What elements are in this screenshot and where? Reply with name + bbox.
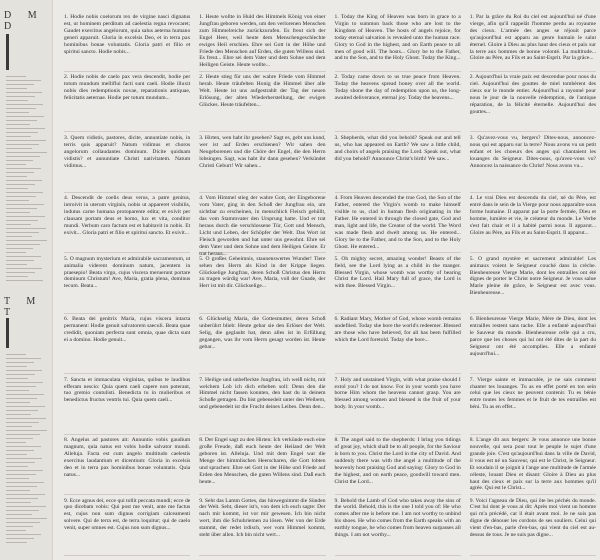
margin-line <box>6 390 29 391</box>
verse-cell-german: 1. Heute wollte in Huld des Himmels König von einer Jungfrau geboren werden, um den verlorenen Menschen zum Himmelreiche zurückzurufen. Es freut sich der Engel Heer, weil heute dem Menschengeschlechte ewiges Heil erschien. Ehre sei Gott in der Höhe und Friede den Menschen auf Erden, die guten Willens sind. Es freut... Ehre sei dem Vater und dem Sohne und dem Heiligen Geiste. Heute wollte... <box>199 12 325 72</box>
verse-cell-german: 2. Heute stieg für uns der wahre Friede vom Himmel herab. Heute träufelten Honig die Himmel über alle Welt. Heute ist uns aufgestrahlt der Tag der neuen Erlösung, der alten Wiederherstellung, der ewigen Glückes. Heute träufelten... <box>199 72 325 132</box>
margin-line <box>6 506 46 507</box>
margin-line <box>6 494 45 495</box>
margin-line <box>6 482 44 483</box>
margin-line <box>6 358 41 359</box>
verse-cell-english: 2. Today came down to us true peace from Heaven. Today the heavens spread honey over all the world. Today shone the day of redemption upon us, the long-awaited deliverance, eternal joy. Today the heavens... <box>335 72 461 132</box>
margin-line <box>6 522 40 523</box>
margin-line <box>6 394 44 395</box>
margin-line <box>6 470 43 471</box>
margin-line <box>6 530 26 531</box>
margin-line <box>6 474 36 475</box>
verse-cell-german: 8. Der Engel sagt zu den Hirten: Ich verkünde euch eine große Freude, daß euch heute der Heiland der Welt geboren ist. Alleluja. Und mit dem Engel war die Menge der himmlischen Heerscharen, die Gott lobten und sprachen: Ehre sei Gott in der Höhe und Friede auf Erden den Menschen, die guten Willens sind. Daß euch heute... <box>199 435 325 495</box>
margin-line <box>6 208 37 209</box>
margin-line <box>6 414 31 415</box>
verse-cell-german: 6. Glückselig Maria, die Gottesmutter, deren Schoß unberührt blieb: Heute gebar sie den Erlöser der Welt. Selig, die geglaubt hat, denn alles ist in Erfüllung gegangen, was ihr vom Herrn gesagt worden ist. Heute gebar... <box>199 314 325 374</box>
verse-cell-french: 3. Qu'avez-vous vu, bergers? Dites-nous, annoncez-nous qui est apparu sur la terre? Nous avons vu un petit enfant et les choeurs des anges qui chantaient les louanges du Seigneur. Dites-nous, qu'avez-vous vu? Annoncez la naissance du Christ! Nous avons vu... <box>470 133 596 193</box>
margin-line <box>6 168 41 169</box>
margin-line <box>6 136 31 137</box>
margin-line <box>6 92 42 93</box>
margin-line <box>6 256 41 257</box>
left-margin-strip <box>0 0 53 560</box>
verse-cell-english: 6. Radiant Mary, Mother of God, whose womb remains undefiled. Today she bore the world's redeemer. Blessed are those who have believed, for all has been fulfilled which the Lord foretold. Today she bore... <box>335 314 461 374</box>
verse-cell-latin: 9. Ecce agnus dei, ecce qui tollit peccata mundi; ecce de quo dicebam vobis: Qui post me venit, ante me factus est, cujus non sum dignus corrigiam calceamenti solvere. Qui de terra est, de terra loquitur; qui de caelo venit, super omnes est. Cujus non sum dignus... <box>64 496 190 556</box>
margin-line <box>6 228 46 229</box>
margin-line <box>6 212 30 213</box>
margin-line <box>6 272 35 273</box>
margin-line <box>6 382 43 383</box>
margin-line <box>6 378 28 379</box>
margin-text-lines <box>6 76 46 284</box>
verse-cell-german: 7. Heilige und unbefleckte Jungfrau, ich weiß nicht, mit welchem Lob ich dich erheben soll: Denn den die Himmel nicht fassen konnten, den hast du in deinem Schoße getragen. Du bist gebenedeit unter den Weibern, und gebenedeit ist die Frucht deines Leibes. Denn den... <box>199 375 325 435</box>
margin-bar-bottom <box>6 318 9 348</box>
verse-cell-latin: 6. Beata dei genitrix Maria, cujus viscera intacta permanent: Hodie genuit salvatorem saeculi. Beata quae credidit, quoniam perfecta sunt omnia, quae dicta sunt ei a domino. Hodie genuit... <box>64 314 190 374</box>
margin-line <box>6 248 33 249</box>
verse-cell-latin: 8. Angelus ad pastores ait: Annuntio vobis gaudium magnum, quia natus est vobis hodie salvator mundi. Alleluja. Facta est cum angelo multitudo caelestis exercitus laudantium et dicentium: Gloria in excelsis deo et in terra pax hominibus bonae voluntatis. Quia natus... <box>64 435 190 495</box>
margin-line <box>6 176 27 177</box>
margin-line <box>6 200 29 201</box>
margin-line <box>6 498 38 499</box>
verse-cell-english: 5. Oh mighty secret, amazing wonder! Beasts of the field, see the Lord lying as a child in the manger. Blessed Virgin, whose womb was worthy of bearing Christ the Lord. Hail Mary full of grace, the Lord is with thee. Blessed Virgin... <box>335 254 461 314</box>
margin-line <box>6 398 37 399</box>
margin-line <box>6 454 27 455</box>
margin-line <box>6 510 39 511</box>
verse-cell-french: 9. Voici l'agneau de Dieu, qui ôte les péchés du monde. C'est lui dont je vous ai dit: Après moi vient un homme qui m'a précédé, car il était avant moi. Je ne suis pas digne de dénouer les cordons de ses souliers. Celui qui vient d'en-bas, parle d'en-bas, qui vient du ciel est au-dessus de tous. Je ne suis pas digne... <box>470 496 596 556</box>
margin-line <box>6 438 33 439</box>
verse-cell-french: 5. O grand mystère et sacrement admirable! Les animaux voient le Seigneur couché dans la crèche. Bienheureuse Vierge Marie, dont les entrailles ont été dignes de porter le Christ notre Seigneur. Je vous salue Marie pleine de grâce, le Seigneur est avec vous. Bienheureuse... <box>470 254 596 314</box>
margin-line <box>6 264 27 265</box>
margin-line <box>6 366 27 367</box>
verse-cell-latin: 4. Descendit de coelis deus verus, a patre genitus, introivit in uterum virginis, nobis ut appareret visibilis, indutus carne humana protoparente edita; et exivit per clausam portam deus et homo, lux et vita, conditor mundi. Verbum caro factum est et habitavit in nobis. Et exivit... Gloria patri et filio et spiritui sancto. Et exivit... <box>64 193 190 253</box>
margin-line <box>6 120 37 121</box>
margin-line <box>6 244 40 245</box>
margin-line <box>6 538 34 539</box>
margin-line <box>6 418 46 419</box>
margin-line <box>6 84 34 85</box>
verse-cell-latin: 1. Hodie nobis coelorum rex de virgine nasci dignatus est, ut hominem perditum ad caelestia regna revocaret; Gaudet exercitus angelorum, quia salus aeterna humano generi apparuit. Gloria in excelsis Deo, et in terra pax hominibus bonae voluntatis. Gloria patri et filio et spiritui sancto. Hodie nobis... <box>64 12 190 72</box>
margin-line <box>6 140 46 141</box>
verse-cell-french: 1. Par la grâce du Roi du ciel est aujourd'hui né d'une vierge, afin qu'il rappelât l'homme perdu au royaume des cieux. L'armée des anges se réjouit parce qu'aujourd'hui est apparu au genre humain le salut éternel. Gloire à Dieu au plus haut des cieux et paix sur la terre aux hommes de bonne volonté. La multitude... Gloire au Père, au Fils et au Saint-Esprit. Par la grâce... <box>470 12 596 72</box>
margin-line <box>6 486 37 487</box>
margin-line <box>6 184 35 185</box>
margin-line <box>6 88 27 89</box>
margin-line <box>6 224 31 225</box>
margin-line <box>6 112 29 113</box>
margin-line <box>6 466 28 467</box>
margin-line <box>6 362 34 363</box>
margin-line <box>6 220 38 221</box>
margin-line <box>6 196 36 197</box>
margin-line <box>6 240 47 241</box>
margin-line <box>6 406 45 407</box>
margin-bar-top <box>6 34 9 70</box>
margin-line <box>6 462 35 463</box>
margin-line <box>6 276 28 277</box>
verse-cell-latin: 3. Quem vidistis, pastores, dicite, annuntiate nobis, in terris quis apparuit? Natum vidimus et choros angelorum collaudantes dominum. Dicite quidnam vidistis? et annuntiate Christi nativitatem. Natum vidimus... <box>64 133 190 193</box>
verse-cell-german: 3. Hirten, wen habt ihr gesehen? Sagt es, gebt uns kund, wer ist auf Erden erschienen? Wir sahen den Neugeborenen und die Chöre der Engel, die den Herrn lobsingen. Sagt, was habt ihr dann gesehen? Verkündet Christi Geburt! Wir sahen... <box>199 133 325 193</box>
margin-line <box>6 180 42 181</box>
margin-line <box>6 232 39 233</box>
margin-line <box>6 402 30 403</box>
verse-cell-french: 6. Bienheureuse Vierge Marie, Mère de Dieu, dont les entrailles restent sans tache. Elle a enfanté aujourd'hui le Sauveur du monde. Bienheureuse celle qui a cru, parce que les choses qui lui ont été dites de la part du Seigneur ont été accomplies. Elle a enfanté aujourd'hui... <box>470 314 596 374</box>
verse-cell-english: 9. Behold the Lamb of God who takes away the sins of the world. Behold, this is the one I told you of: He who comes after me is before me. I am not worthy to unbind his shoes. He who comes from the Earth speaks with an earthly tongue, he who comes from heaven surpasses all things. I am not worthy... <box>335 496 461 556</box>
verse-cell-latin: 2. Hodie nobis de caelo pax vera descendit, hodie per totum mundum melliflui facti sunt caeli. Hodie illuxit nobis dies redemptionis novae, reparationis antiquae, felicitatis aeternae. Hodie per totum mundum... <box>64 72 190 132</box>
margin-line <box>6 192 43 193</box>
margin-line <box>6 216 45 217</box>
margin-line <box>6 514 32 515</box>
verse-cell-french: 2. Aujourd'hui la vraie paix est descendue pour nous du ciel. Aujourd'hui des gouttes de miel tombèrent des cieux sur le monde entier. Aujourd'hui a rayonné pour nous le jour de la nouvelle rédemption, de l'antique réparation, de la félicité éternelle. Aujourd'hui des gouttes... <box>470 72 596 132</box>
margin-line <box>6 526 33 527</box>
margin-line <box>6 534 41 535</box>
margin-line <box>6 172 34 173</box>
margin-line <box>6 386 36 387</box>
verse-cell-german: 5. O großes Geheimnis, staunenswertes Wunder! Tiere sehen den Herrn als Kind in der Krippe liegen. Glückselige Jungfrau, deren Schoß Christus den Herrn zu tragen würdig war! Ave, Maria, voll der Gnade, der Herr ist mit dir. Glückselige... <box>199 254 325 314</box>
margin-line <box>6 104 43 105</box>
margin-line <box>6 422 39 423</box>
margin-line <box>6 164 26 165</box>
margin-line <box>6 148 32 149</box>
margin-line <box>6 268 42 269</box>
margin-line <box>6 96 35 97</box>
margin-line <box>6 144 39 145</box>
verse-cell-french: 4. Le vrai Dieu est descendu du ciel, né du Père, est entré dans le sein de la Vierge pour nous apparaître sous forme humaine. Il apparut par la porte fermée, Dieu et homme, lumière et vie, le créateur du monde. Le Verbe s'est fait chair et il a habité parmi nous. Il apparut... Gloire au Père, au Fils et au Saint-Esprit. Il apparut... <box>470 193 596 253</box>
margin-line <box>6 446 41 447</box>
verse-cell-latin: 5. O magnum mysterium et admirabile sacramentum, ut animalia viderent dominum natum, jacentem in praesepio! Beata virgo, cujus viscera meruerunt portare dominum Christum! Ave, Maria, gratia plena, dominus tecum. Beata... <box>64 254 190 314</box>
margin-line <box>6 430 47 431</box>
verse-cell-english: 7. Holy and unstained Virgin, with what praise should I extol you? I do not know. For in your womb you have borne Him whom the heavens cannot grasp. You are blessed among women and blessed is the fruit of your body. In your womb... <box>335 375 461 435</box>
margin-line <box>6 426 32 427</box>
translation-grid <box>64 12 596 556</box>
margin-line <box>6 152 47 153</box>
verse-cell-english: 8. The angel said to the shepherds: I bring you tidings of great joy, which shall be to all people, for the Saviour is born to you. Christ the Lord in the city of David. And suddenly there was with the angel a multitude of the heavenly host praising God and saying: Glory to God in the highest, and on earth peace, goodwill toward men. Christ the Lord... <box>335 435 461 495</box>
margin-line <box>6 80 41 81</box>
margin-line <box>6 542 27 543</box>
margin-line <box>6 76 26 77</box>
margin-line <box>6 204 44 205</box>
verse-cell-english: 3. Shepherds, what did you behold? Speak out and tell us, who has appeared on Earth? We saw a little child, and choirs of angels praising the Lord. Speak out, what did you behold? Announce Christ's birth! We saw... <box>335 133 461 193</box>
verse-cell-english: 4. From Heaven descended the true God, the Son of the Father, entered the Virgin's womb to make himself visible to us, clad in human flesh originating in the Father. He entered in through the closed gate, God and man, light and life, the Creator of the world. The Word was made flesh and dwelt among us. He entered... Glory be to the Father, and to the Son, and to the Holy Ghost. He entered... <box>335 193 461 253</box>
margin-line <box>6 490 30 491</box>
margin-line <box>6 374 35 375</box>
margin-text-lines <box>6 354 46 546</box>
margin-line <box>6 108 36 109</box>
margin-line <box>6 124 30 125</box>
margin-header: D M D <box>4 10 44 32</box>
margin-line <box>6 252 26 253</box>
verse-cell-german: 9. Seht das Lamm Gottes, das hinwegnimmt die Sünden der Welt. Seht, dieser ist's, von dem ich euch sagte: Der nach mir kommt, ist vor mir gewesen. Ich bin nicht wert, ihm die Schuhriemen zu lösen. Wer von der Erde stammt, der redet irdisch, wer vom Himmel kommt, steht über allen. Ich bin nicht wert... <box>199 496 325 556</box>
margin-line <box>6 156 40 157</box>
margin-line <box>6 132 38 133</box>
margin-line <box>6 502 31 503</box>
margin-line <box>6 458 42 459</box>
margin-line <box>6 478 29 479</box>
margin-line <box>6 236 32 237</box>
margin-line <box>6 128 45 129</box>
margin-footer: T M T <box>4 296 43 318</box>
margin-line <box>6 160 33 161</box>
verse-cell-english: 1. Today the King of Heaven was born in grace to a Virgin to summon back those who are lost to the Kingdom of Heaven. The hosts of angels rejoice, for today eternal salvation is revealed unto the human race. Glory to God in the highest, and on Earth peace to all men of good will. The hosts... Glory be to the Father, and to the Son, and to the Holy Ghost. Today the King... <box>335 12 461 72</box>
margin-line <box>6 370 42 371</box>
margin-line <box>6 354 26 355</box>
margin-line <box>6 434 40 435</box>
margin-line <box>6 442 26 443</box>
verse-cell-french: 7. Vierge sainte et immaculée, je ne sais comment chanter tes louanges. Tu as en effet porté en ton sein celui que les cieux ne peuvent contenir. Tu es bénie entre toutes les femmes et le fruit de tes entrailles est béni. Tu as en effet... <box>470 375 596 435</box>
verse-cell-latin: 7. Sancta et immaculata virginitas, quibus te laudibus efferam nescio: Quia quem caeli capere non poterant, tuo gremio contulisti. Benedicta tu in mulieribus et benedictus fructus ventris tui. Quia quem caeli... <box>64 375 190 435</box>
margin-line <box>6 450 34 451</box>
margin-line <box>6 116 44 117</box>
margin-line <box>6 280 43 281</box>
verse-cell-french: 8. L'ange dit aux bergers: Je vous annonce une bonne nouvelle, qui sera pour tout le peuple le sujet d'une grande joie. C'est qu'aujourd'hui dans la ville de David, il vous est né un Sauveur, qui est le Christ, le Seigneur. Et soudain il se joignit à l'ange une multitude de l'armée céleste, louant Dieu et disant: Gloire à Dieu au plus haut des cieux et paix sur la terre aux hommes qu'il agrée. Qui est le Christ... <box>470 435 596 495</box>
margin-line <box>6 518 47 519</box>
margin-line <box>6 188 28 189</box>
margin-line <box>6 410 38 411</box>
margin-line <box>6 260 34 261</box>
margin-line <box>6 100 28 101</box>
verse-cell-german: 4. Vom Himmel stieg der wahre Gott, der Eingeborene vom Vater, ging in den Schoß der Jungfrau ein, um sichtbar zu erscheinen, in menschlich Fleisch gehüllt, das vom Stammvater den Ursprung hatte. Und er trat heraus durch die verschlossene Tür, Gott und Mensch, Licht und Leben, der Schöpfer der Welt. Das Wort ist Fleisch geworden und hat unter uns gewohnt. Ehre sei dem Vater und dem Sohne und dem Heiligen Geiste. Er trat heraus... <box>199 195 326 257</box>
